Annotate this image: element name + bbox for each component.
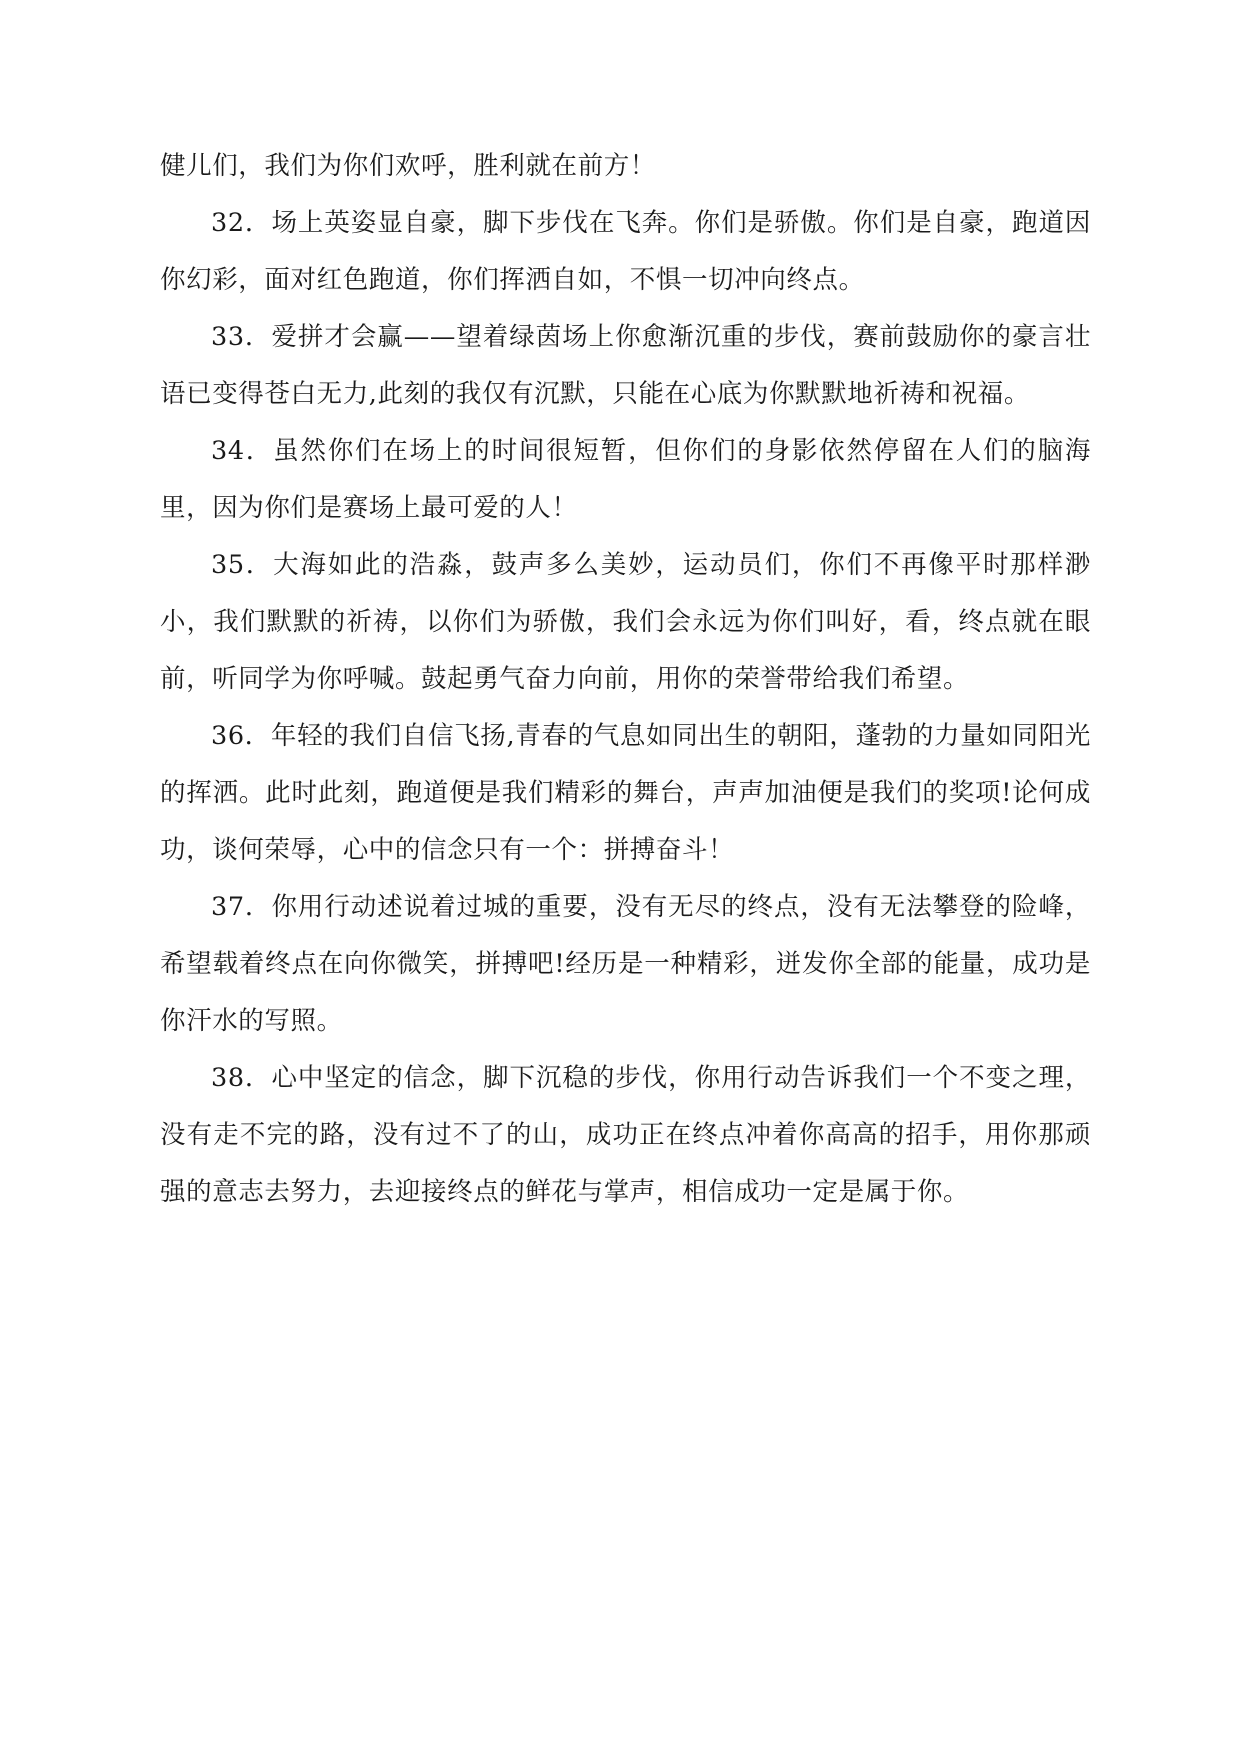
paragraph-item-32: 32．场上英姿显自豪，脚下步伐在飞奔。你们是骄傲。你们是自豪，跑道因你幻彩，面对红色跑道，你们挥洒自如，不惧一切冲向终点。 [160,208,1091,295]
paragraph-item-38: 38．心中坚定的信念，脚下沉稳的步伐，你用行动告诉我们一个不变之理，没有走不完的路，没有过不了的山，成功正在终点冲着你高高的招手，用你那顽强的意志去努力，去迎接终点的鲜花与掌声，相信成功一定是属于你。 [160,1063,1091,1207]
paragraph-item-37: 37．你用行动述说着过城的重要，没有无尽的终点，没有无法攀登的险峰，希望载着终点在向你微笑，拼搏吧!经历是一种精彩，迸发你全部的能量，成功是你汗水的写照。 [160,892,1091,1036]
paragraph-continuation: 健儿们，我们为你们欢呼，胜利就在前方！ [160,151,656,181]
paragraph-item-36: 36．年轻的我们自信飞扬,青春的气息如同出生的朝阳，蓬勃的力量如同阳光的挥洒。此时此刻，跑道便是我们精彩的舞台，声声加油便是我们的奖项!论何成功，谈何荣辱，心中的信念只有一个：拼搏奋斗！ [160,721,1091,865]
paragraph-item-34: 34．虽然你们在场上的时间很短暂，但你们的身影依然停留在人们的脑海里，因为你们是赛场上最可爱的人！ [160,436,1091,523]
document-body [160,138,1091,1221]
paragraph-item-35: 35．大海如此的浩淼，鼓声多么美妙，运动员们，你们不再像平时那样渺小，我们默默的祈祷，以你们为骄傲，我们会永远为你们叫好，看，终点就在眼前，听同学为你呼喊。鼓起勇气奋力向前，用你的荣誉带给我们希望。 [160,550,1091,694]
paragraph-item-33: 33．爱拼才会赢——望着绿茵场上你愈渐沉重的步伐，赛前鼓励你的豪言壮语已变得苍白无力,此刻的我仅有沉默，只能在心底为你默默地祈祷和祝福。 [160,322,1091,409]
